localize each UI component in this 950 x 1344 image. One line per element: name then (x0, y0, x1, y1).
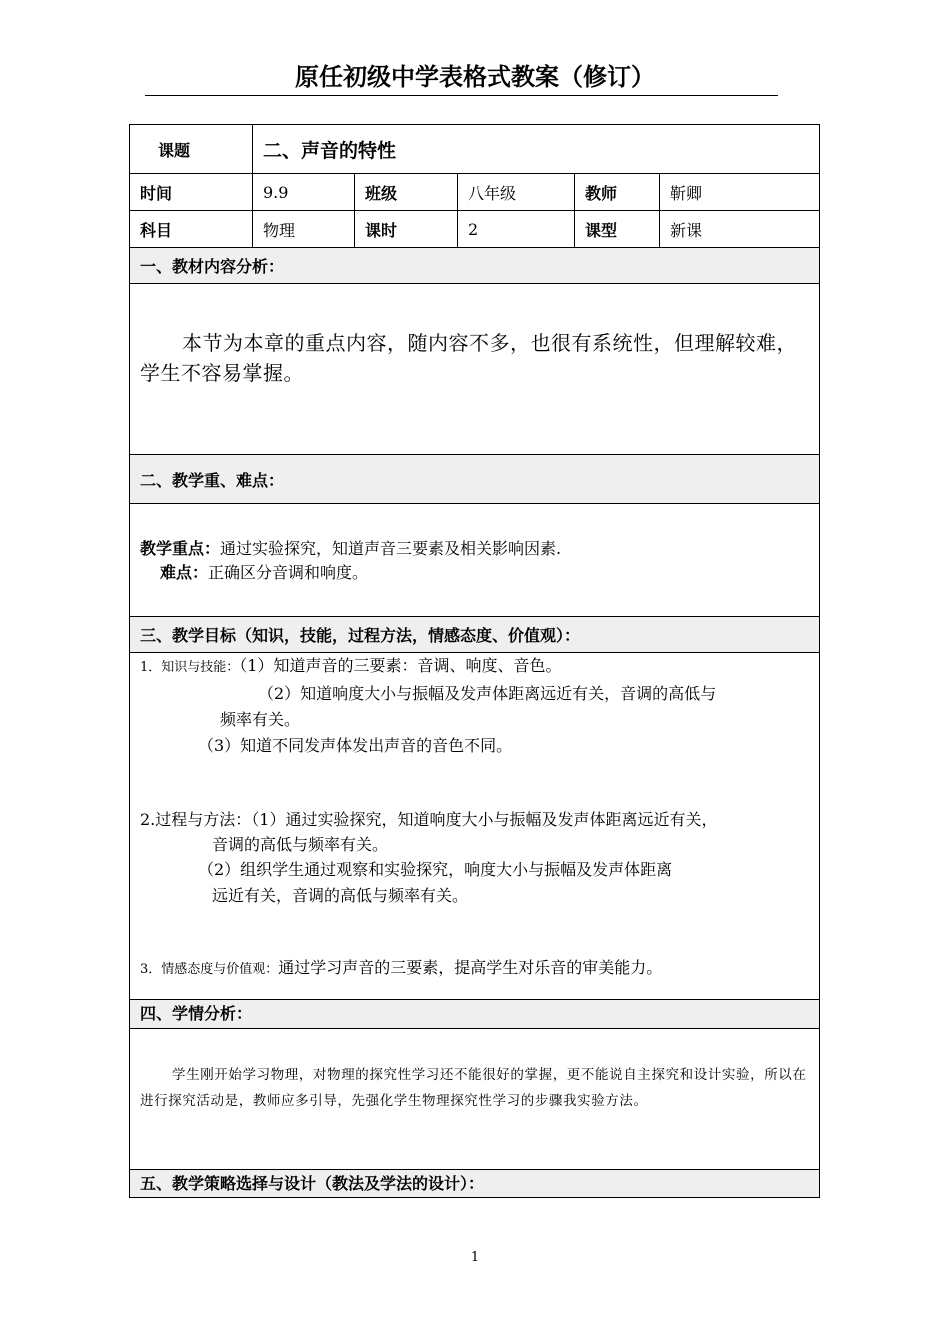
difficulty-label: 难点： (160, 563, 209, 582)
section-1-body (130, 284, 820, 455)
document-title: 原任初级中学表格式教案（修订） (295, 63, 655, 91)
section-2-heading: 二、教学重、难点： (130, 455, 820, 504)
title-underline (145, 95, 778, 96)
section-4-body (130, 1029, 820, 1170)
knowledge-line-1 (140, 653, 809, 681)
section-3-heading: 三、教学目标（知识，技能，过程方法，情感态度、价值观）： (130, 617, 820, 653)
knowledge-item-2a: （2）知道响度大小与振幅及发声体距离远近有关，音调的高低与 (258, 684, 717, 703)
type-value: 新课 (660, 211, 820, 248)
emotion-lead: 3．情感态度与价值观： (140, 962, 279, 977)
lesson-plan-table (129, 124, 820, 1198)
section-2-body (130, 504, 820, 617)
type-label: 课型 (575, 211, 660, 248)
time-label: 时间 (130, 174, 253, 211)
knowledge-item-2b: 频率有关。 (220, 710, 301, 729)
emotion-text: 通过学习声音的三要素，提高学生对乐音的审美能力。 (278, 958, 663, 977)
topic-value: 二、声音的特性 (253, 125, 820, 174)
key-point-label: 教学重点： (140, 539, 221, 558)
topic-label: 课题 (130, 125, 253, 174)
class-label: 班级 (355, 174, 458, 211)
process-lead: 2.过程与方法： (140, 810, 252, 829)
process-item-2a: （2）组织学生通过观察和实验探究，响度大小与振幅及发声体距离 (198, 860, 673, 879)
knowledge-item-3: （3）知道不同发声体发出声音的音色不同。 (198, 736, 513, 755)
knowledge-lead: 1．知识与技能： (140, 660, 240, 675)
process-item-1a: （1）通过实验探究，知道响度大小与振幅及发声体距离远近有关， (251, 810, 718, 829)
subject-row (130, 211, 820, 248)
time-value: 9.9 (253, 174, 355, 211)
process-line-1 (140, 807, 809, 833)
section-4-text: 学生刚开始学习物理，对物理的探究性学习还不能很好的掌握，更不能说自主探究和设计实验，所以在进行探究活动是，教师应多引导，先强化学生物理探究性学习的步骤我实验方法。 (140, 1067, 807, 1109)
difficulty-text: 正确区分音调和响度。 (208, 563, 369, 582)
section-4-heading: 四、学情分析： (130, 1000, 820, 1029)
difficulty-line (140, 561, 809, 585)
process-item-2b: 远近有关，音调的高低与频率有关。 (212, 886, 469, 905)
teacher-value: 靳卿 (660, 174, 820, 211)
section-3-body (130, 653, 820, 1000)
key-point-line (140, 537, 809, 561)
emotion-line (140, 955, 809, 983)
key-point-text: 通过实验探究，知道声音三要素及相关影响因素. (220, 539, 562, 558)
knowledge-item-1: （1）知道声音的三要素：音调、响度、音色。 (239, 656, 562, 675)
time-row (130, 174, 820, 211)
process-item-1b: 音调的高低与频率有关。 (212, 835, 389, 854)
page-number: 1 (470, 1250, 480, 1265)
section-5-heading: 五、教学策略选择与设计（教法及学法的设计）： (130, 1170, 820, 1198)
section-1-heading: 一、教材内容分析： (130, 248, 820, 284)
subject-label: 科目 (130, 211, 253, 248)
section-1-text: 本节为本章的重点内容，随内容不多，也很有系统性，但理解较难，学生不容易掌握。 (140, 331, 797, 385)
topic-row (130, 125, 820, 174)
hours-value: 2 (458, 211, 575, 248)
teacher-label: 教师 (575, 174, 660, 211)
hours-label: 课时 (355, 211, 458, 248)
class-value: 八年级 (458, 174, 575, 211)
subject-value: 物理 (253, 211, 355, 248)
